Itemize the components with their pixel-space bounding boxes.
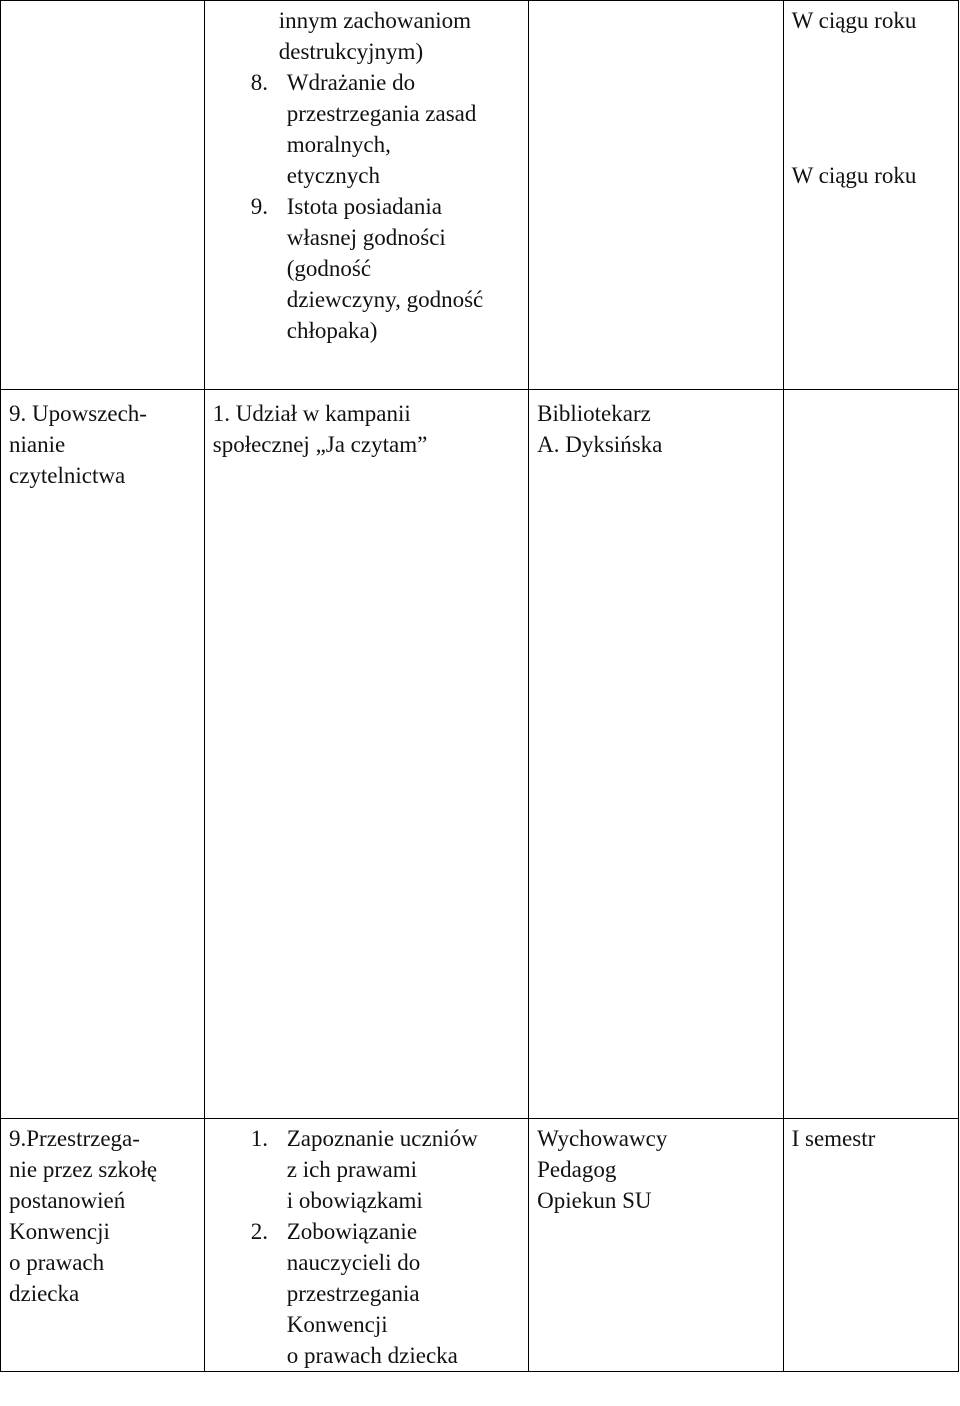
item-number: 8. (250, 70, 268, 95)
item-line: z ich prawami (286, 1157, 418, 1182)
table-row (1, 1, 959, 390)
item-line: i obowiązkami (286, 1188, 423, 1213)
item-line: Zobowiązanie (286, 1219, 418, 1244)
cell-deadline (783, 1, 958, 390)
spacer (792, 98, 952, 129)
area-line: czytelnictwa (9, 463, 126, 488)
area-line: Konwencji (9, 1219, 110, 1244)
continuation-line: innym zachowaniom (278, 8, 472, 33)
spacer (792, 36, 952, 67)
item-line: o prawach dziecka (286, 1343, 458, 1368)
responsible-line: Pedagog (537, 1157, 617, 1182)
cell-deadline (783, 390, 958, 1119)
cell-tasks (204, 1119, 528, 1372)
list-item (213, 1216, 522, 1371)
item-number: 9. (250, 194, 268, 219)
area-line: postanowień (9, 1188, 126, 1213)
item-line: Zapoznanie uczniów (286, 1126, 478, 1151)
task-list (213, 67, 522, 346)
cell-area (1, 1, 205, 390)
continuation-line: destrukcyjnym) (278, 39, 424, 64)
area-line: nie przez szkołę (9, 1157, 158, 1182)
item-line: moralnych, (286, 132, 391, 157)
list-item (213, 1123, 522, 1216)
responsible-line: A. Dyksińska (537, 432, 663, 457)
task-list (213, 1123, 522, 1371)
item-line: Konwencji (286, 1312, 388, 1337)
item-line: Wdrażanie do (286, 70, 416, 95)
cell-responsible (529, 390, 783, 1119)
responsible-line: Opiekun SU (537, 1188, 652, 1213)
item-line: przestrzegania zasad (286, 101, 477, 126)
item-line: własnej godności (286, 225, 446, 250)
responsible-line: Wychowawcy (537, 1126, 668, 1151)
item-line: chłopaka) (286, 318, 378, 343)
cell-responsible (529, 1, 783, 390)
cell-area (1, 390, 205, 1119)
cell-responsible (529, 1119, 783, 1372)
deadline-text: W ciągu roku (791, 8, 917, 33)
spacer (792, 67, 952, 98)
area-line: nianie (9, 432, 66, 457)
item-line: nauczycieli do (286, 1250, 421, 1275)
cell-deadline (783, 1119, 958, 1372)
area-line: 9.Przestrzega- (9, 1126, 140, 1151)
table-row (1, 1119, 959, 1372)
list-item (213, 67, 522, 191)
area-line: 9. Upowszech- (9, 401, 147, 426)
deadline-text: I semestr (791, 1126, 876, 1151)
task-line: 1. Udział w kampanii (212, 401, 411, 426)
cell-tasks (204, 1, 528, 390)
item-line: dziewczyny, godność (286, 287, 484, 312)
item-line: Istota posiadania (286, 194, 442, 219)
cell-tasks (204, 390, 528, 1119)
item-number: 2. (250, 1219, 268, 1244)
spacer (792, 129, 952, 160)
responsible-line: Bibliotekarz (537, 401, 651, 426)
item-line: przestrzegania (286, 1281, 420, 1306)
area-line: dziecka (9, 1281, 80, 1306)
item-line: (godność (286, 256, 372, 281)
list-item (213, 191, 522, 346)
area-line: o prawach (9, 1250, 105, 1275)
item-number: 1. (250, 1126, 268, 1151)
cell-area (1, 1119, 205, 1372)
task-line: społecznej „Ja czytam” (212, 432, 428, 457)
deadline-text: W ciągu roku (791, 163, 917, 188)
table-row (1, 390, 959, 1119)
item-line: etycznych (286, 163, 380, 188)
